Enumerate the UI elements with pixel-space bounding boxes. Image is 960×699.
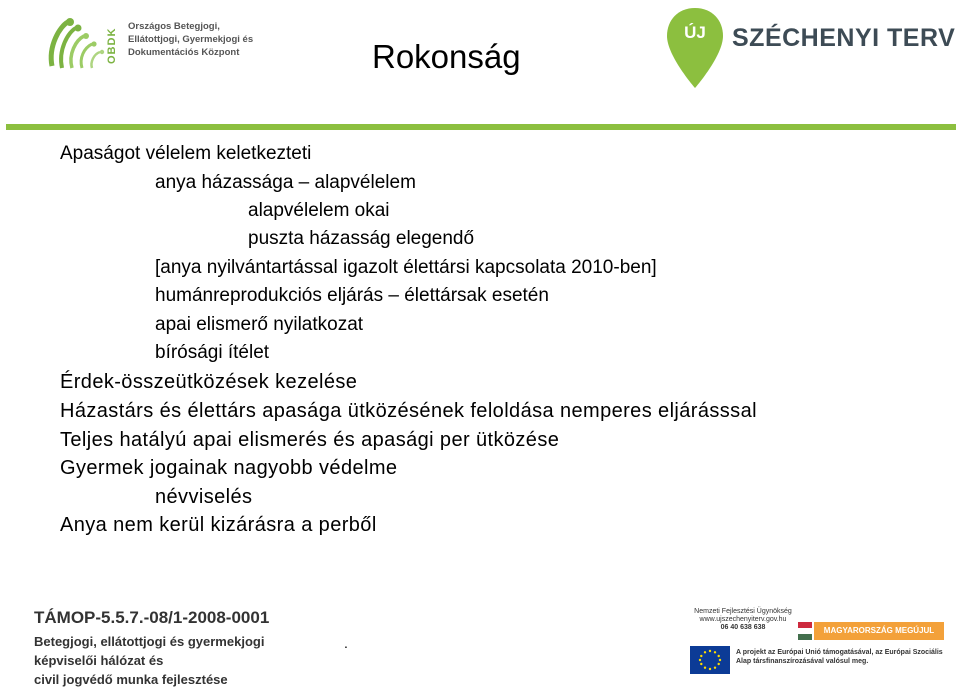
obdk-org-line: Dokumentációs Központ	[128, 47, 240, 58]
header-divider	[6, 124, 956, 130]
eu-flag-icon	[690, 646, 730, 674]
content-line: humánreprodukciós eljárás – élettársak esetén	[155, 285, 549, 306]
nfu-line: Nemzeti Fejlesztési Ügynökség	[694, 608, 792, 615]
content-line: Gyermek jogainak nagyobb védelme	[60, 457, 398, 479]
content-line: Apaságot vélelem keletkezteti	[60, 143, 312, 164]
content-line: [anya nyilvántartással igazolt élettársi kapcsolata 2010-ben]	[155, 257, 657, 278]
obdk-org-name	[128, 20, 308, 59]
nfu-line: www.ujszechenyiterv.gov.hu	[699, 616, 787, 623]
szechenyi-uj-label: ÚJ	[684, 23, 706, 42]
obdk-org-line: Országos Betegjogi,	[128, 21, 220, 32]
content-line: alapvélelem okai	[248, 200, 390, 221]
content-line: névviselés	[155, 486, 253, 508]
content-line: Házastárs és élettárs apasága ütközésének feloldása nemperes eljárásssal	[60, 400, 757, 422]
project-line: képviselői hálózat és	[34, 653, 164, 668]
nfu-line: 06 40 638 638	[720, 624, 766, 631]
content-line: apai elismerő nyilatkozat	[155, 314, 364, 335]
magyarorszag-megujul-banner: MAGYARORSZÁG MEGÚJUL	[814, 622, 944, 640]
project-line: civil jogvédő munka fejlesztése	[34, 672, 228, 687]
obdk-vertical-text: OBDK	[106, 27, 118, 65]
page-title: Rokonság	[372, 38, 521, 75]
content-line: bírósági ítélet	[155, 342, 270, 363]
map-pin-icon	[664, 6, 726, 90]
content-line: anya házassága – alapvélelem	[155, 172, 416, 193]
eu-funding-block	[688, 606, 950, 678]
szechenyi-terv-logo	[664, 6, 956, 90]
content-line: Teljes hatályú apai elismerés és apasági per ütközése	[60, 429, 560, 451]
content-line: Érdek-összeütközések kezelése	[60, 371, 358, 393]
obdk-org-line: Ellátottjogi, Gyermekjogi és	[128, 34, 254, 45]
hungarian-flag-icon	[798, 622, 812, 640]
eu-funding-text: A projekt az Európai Unió támogatásával, az Európai Szociális Alap társfinanszírozásával valósul meg.	[736, 649, 943, 665]
szechenyi-wordmark: SZÉCHENYI TERV	[732, 24, 956, 52]
content-line: puszta házasság elegendő	[248, 228, 475, 249]
nfu-info	[688, 608, 798, 632]
content-line: Anya nem kerül kizárásra a perből	[60, 514, 377, 536]
project-info	[34, 608, 334, 689]
project-code: TÁMOP-5.5.7.-08/1-2008-0001	[34, 608, 270, 627]
footer-dot: .	[344, 635, 348, 651]
obdk-logo	[46, 14, 256, 78]
project-line: Betegjogi, ellátottjogi és gyermekjogi	[34, 634, 265, 649]
